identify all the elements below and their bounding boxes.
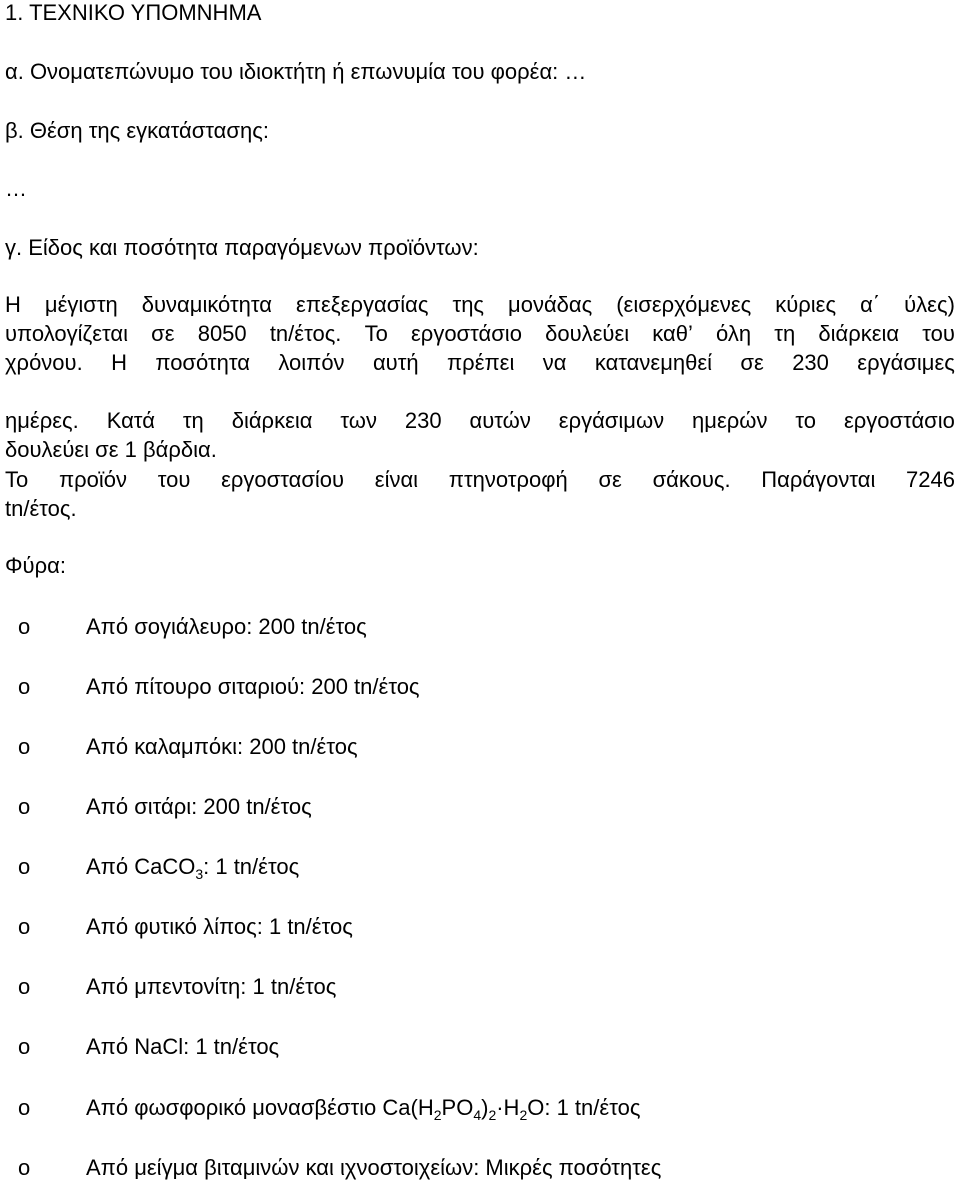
- word: αυτών: [469, 408, 531, 433]
- waste-label: Φύρα:: [5, 553, 66, 578]
- word: είναι: [374, 467, 419, 492]
- word: της: [452, 292, 485, 317]
- word: (εισερχόμενες: [616, 292, 752, 317]
- word: πρέπει: [447, 350, 515, 375]
- word: του: [157, 467, 191, 492]
- word: εργοστάσιο: [411, 321, 522, 346]
- word: διάρκεια: [818, 321, 900, 346]
- list-item-text: Από πίτουρο σιταριού: 200 tn/έτος: [86, 674, 420, 699]
- word: σε: [740, 350, 764, 375]
- word: ημερών: [692, 408, 768, 433]
- products-label: γ. Είδος και ποσότητα παραγόμενων προϊόντων:: [5, 235, 479, 260]
- bullet-icon: o: [18, 974, 31, 999]
- word: όλη: [716, 321, 752, 346]
- word: σε: [151, 321, 175, 346]
- location-label: β. Θέση της εγκατάστασης:: [5, 118, 269, 143]
- word: καθ’: [652, 321, 693, 346]
- heading: 1. ΤΕΧΝΙΚΟ ΥΠΟΜΝΗΜΑ: [5, 0, 262, 25]
- word: κύριες: [775, 292, 837, 317]
- bullet-icon: o: [18, 1155, 31, 1180]
- para1-line4: [5, 408, 955, 434]
- list-item-text: Από NaCl: 1 tn/έτος: [86, 1034, 280, 1059]
- word: να: [542, 350, 567, 375]
- word: εργοστάσιο: [843, 408, 955, 433]
- word: τη: [774, 321, 796, 346]
- word: tn/έτος.: [269, 321, 342, 346]
- word: αυτή: [372, 350, 419, 375]
- para1-line1: [5, 292, 955, 318]
- bullet-icon: o: [18, 1095, 31, 1120]
- list-item-text: Από φυτικό λίπος: 1 tn/έτος: [86, 914, 353, 939]
- word: μονάδας: [508, 292, 593, 317]
- list-item-text: Από μείγμα βιταμινών και ιχνοστοιχείων: Μικρές ποσότητες: [86, 1155, 662, 1180]
- para1-line2: [5, 321, 955, 347]
- word: 230: [404, 408, 442, 433]
- bullet-icon: o: [18, 854, 31, 879]
- word: Κατά: [106, 408, 155, 433]
- word: ύλες): [904, 292, 955, 317]
- word: των: [340, 408, 377, 433]
- word: κατανεμηθεί: [594, 350, 713, 375]
- bullet-icon: o: [18, 734, 31, 759]
- word: δυναμικότητα: [141, 292, 273, 317]
- word: Το: [364, 321, 388, 346]
- word: 7246: [906, 467, 955, 492]
- bullet-icon: o: [18, 794, 31, 819]
- list-item-text: Από σογιάλευρο: 200 tn/έτος: [86, 614, 367, 639]
- word: λοιπόν: [278, 350, 345, 375]
- word: Η: [5, 292, 21, 317]
- bullet-icon: o: [18, 614, 31, 639]
- list-item-text: Από καλαμπόκι: 200 tn/έτος: [86, 734, 358, 759]
- word: εργάσιμων: [558, 408, 665, 433]
- list-item-text: Από σιτάρι: 200 tn/έτος: [86, 794, 312, 819]
- para1-line3: [5, 350, 955, 376]
- word: ποσότητα: [155, 350, 250, 375]
- para2-line1: [5, 467, 955, 493]
- list-item-text: Από CaCO$_3$: 1 tn/έτος: [86, 854, 300, 882]
- word: τη: [182, 408, 204, 433]
- word: σε: [598, 467, 622, 492]
- word: Παράγονται: [761, 467, 876, 492]
- word: μέγιστη: [44, 292, 118, 317]
- bullet-icon: o: [18, 1034, 31, 1059]
- word: του: [922, 321, 955, 346]
- word: 230: [792, 350, 829, 375]
- list-item-text: Από μπεντονίτη: 1 tn/έτος: [86, 974, 337, 999]
- para2-line2: tn/έτος.: [5, 496, 77, 521]
- word: σάκους.: [652, 467, 731, 492]
- word: πτηνοτροφή: [448, 467, 568, 492]
- word: ημέρες.: [5, 408, 79, 433]
- bullet-icon: o: [18, 674, 31, 699]
- word: προϊόν: [58, 467, 128, 492]
- word: χρόνου.: [5, 350, 83, 375]
- word: διάρκεια: [231, 408, 313, 433]
- word: δουλεύει: [545, 321, 630, 346]
- word: Η: [111, 350, 127, 375]
- bullet-icon: o: [18, 914, 31, 939]
- owner-label: α. Ονοματεπώνυμο του ιδιοκτήτη ή επωνυμία του φορέα: …: [5, 59, 587, 84]
- list-item-text: Από φωσφορικό μονασβέστιο $Ca(H_2PO_4)_2\cdot H_2O$: 1 tn/έτος: [86, 1095, 641, 1123]
- word: α΄: [860, 292, 881, 317]
- word: επεξεργασίας: [296, 292, 429, 317]
- word: εργοστασίου: [221, 467, 345, 492]
- word: εργάσιμες: [857, 350, 955, 375]
- word: Το: [5, 467, 29, 492]
- word: υπολογίζεται: [5, 321, 128, 346]
- para1-line5: δουλεύει σε 1 βάρδια.: [5, 437, 217, 462]
- word: 8050: [197, 321, 247, 346]
- word: το: [795, 408, 817, 433]
- location-value: …: [5, 176, 27, 201]
